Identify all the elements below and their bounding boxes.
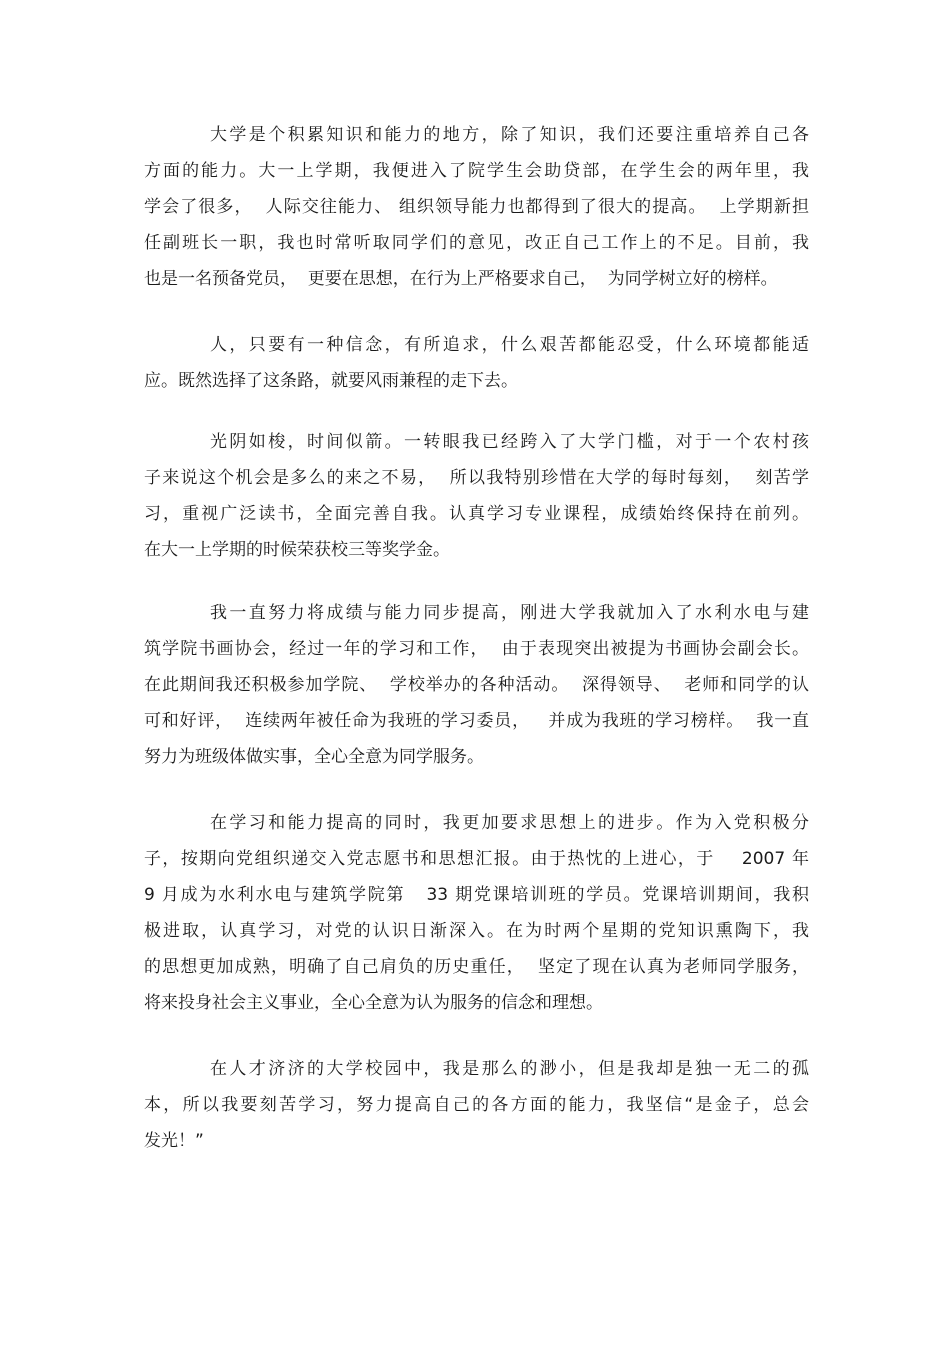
text-line: 方面的能力。大一上学期，我便进入了院学生会助贷部，在学生会的两年里，我 (144, 161, 809, 181)
text-line: 习，重视广泛读书，全面完善自我。认真学习专业课程，成绩始终保持在前列。 (144, 504, 809, 524)
text-line: 在人才济济的大学校园中，我是那么的渺小，但是我却是独一无二的孤 (210, 1059, 809, 1079)
text-line: 我一直努力将成绩与能力同步提高，刚进大学我就加入了水利水电与建 (210, 603, 809, 623)
text-line: 子来说这个机会是多么的来之不易， 所以我特别珍惜在大学的每时每刻， 刻苦学 (144, 468, 809, 488)
text-line: 本，所以我要刻苦学习，努力提高自己的各方面的能力，我坚信“是金子，总会 (144, 1095, 809, 1115)
text-line: 的思想更加成熟，明确了自己肩负的历史重任， 坚定了现在认真为老师同学服务， (144, 957, 809, 977)
text-line: 也是一名预备党员， 更要在思想，在行为上严格要求自己， 为同学树立好的榜样。 (144, 269, 778, 289)
paragraph-5 (144, 805, 809, 1021)
paragraph-2 (144, 327, 809, 399)
text-line: 9 月成为水利水电与建筑学院第 33 期党课培训班的学员。党课培训期间，我积 (144, 885, 809, 905)
paragraph-3 (144, 424, 809, 568)
text-line: 应。既然选择了这条路，就要风雨兼程的走下去。 (144, 371, 518, 391)
text-line: 学会了很多， 人际交往能力、 组织领导能力也都得到了很大的提高。 上学期新担 (144, 197, 809, 217)
text-line: 人，只要有一种信念，有所追求，什么艰苦都能忍受，什么环境都能适 (210, 335, 809, 355)
text-line: 子，按期向党组织递交入党志愿书和思想汇报。由于热忱的上进心，于 2007 年 (144, 849, 809, 869)
text-line: 大学是个积累知识和能力的地方，除了知识，我们还要注重培养自己各 (210, 125, 809, 145)
paragraph-1 (144, 117, 809, 297)
text-line: 努力为班级体做实事，全心全意为同学服务。 (144, 747, 484, 767)
text-line: 将来投身社会主义事业，全心全意为认为服务的信念和理想。 (144, 993, 603, 1013)
text-line: 在此期间我还积极参加学院、 学校举办的各种活动。 深得领导、 老师和同学的认 (144, 675, 809, 695)
text-line: 任副班长一职，我也时常听取同学们的意见，改正自己工作上的不足。目前，我 (144, 233, 809, 253)
text-line: 可和好评， 连续两年被任命为我班的学习委员， 并成为我班的学习榜样。 我一直 (144, 711, 809, 731)
paragraph-4 (144, 595, 809, 775)
text-line: 在大一上学期的时候荣获校三等奖学金。 (144, 540, 450, 560)
text-line: 光阴如梭，时间似箭。一转眼我已经跨入了大学门槛，对于一个农村孩 (210, 432, 809, 452)
text-line: 筑学院书画协会，经过一年的学习和工作， 由于表现突出被提为书画协会副会长。 (144, 639, 809, 659)
text-line: 极进取，认真学习，对党的认识日渐深入。在为时两个星期的党知识熏陶下，我 (144, 921, 809, 941)
paragraph-6 (144, 1051, 809, 1159)
text-line: 发光！” (144, 1131, 204, 1151)
text-line: 在学习和能力提高的同时，我更加要求思想上的进步。作为入党积极分 (210, 813, 809, 833)
